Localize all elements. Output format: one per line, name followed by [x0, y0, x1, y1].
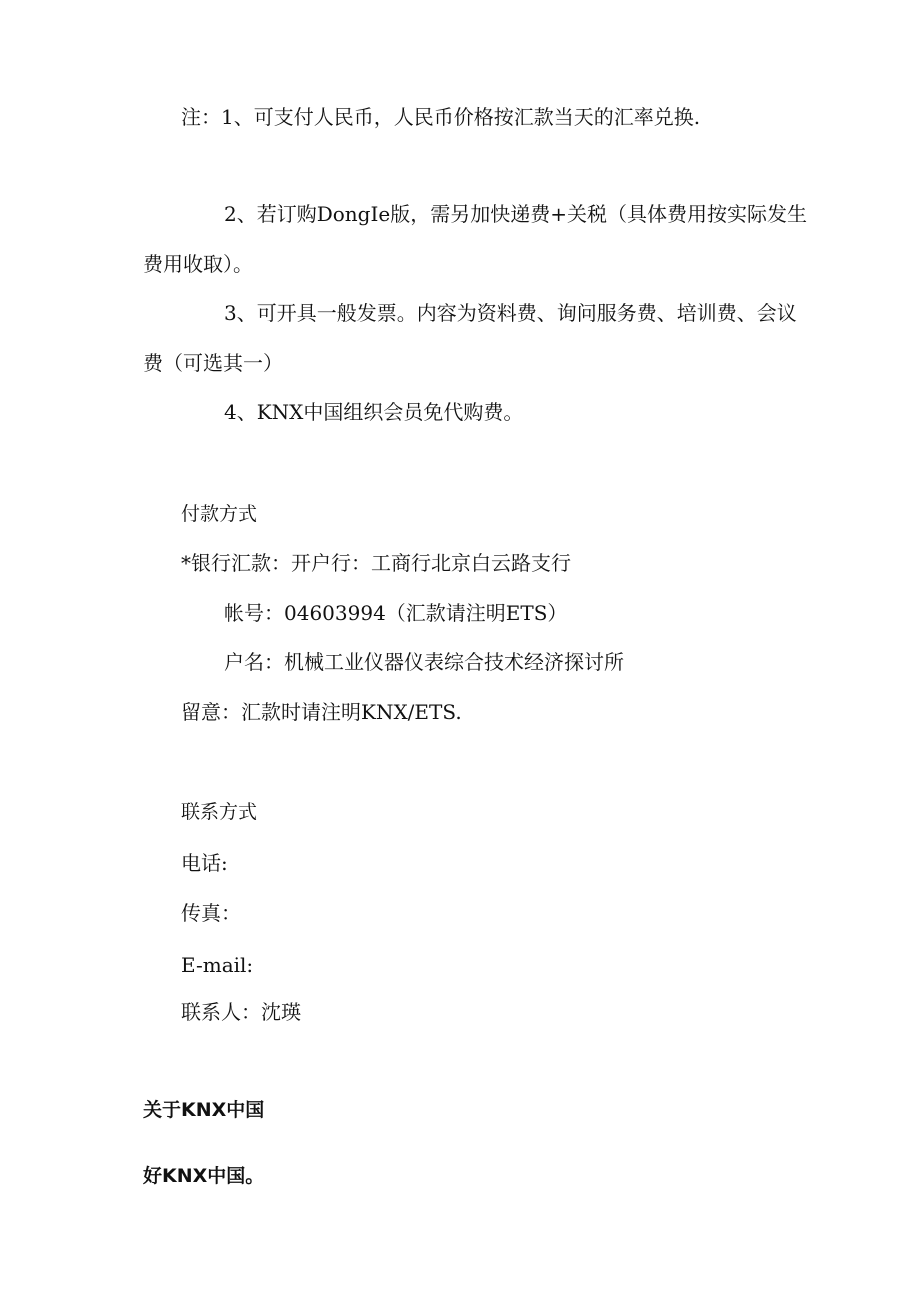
note-4: 4、KNX中国组织会员免代购费。	[224, 400, 524, 424]
about-heading: 关于KNX中国	[143, 1099, 265, 1121]
contact-email: E-mail:	[181, 953, 254, 977]
about-text: 好KNX中国。	[143, 1165, 265, 1187]
payment-bank: *银行汇款：开户行：工商行北京白云路支行	[181, 551, 571, 575]
payment-holder: 户名：机械工业仪器仪表综合技术经济探讨所	[224, 650, 624, 674]
note-2-line-2: 费用收取）。	[143, 252, 253, 276]
note-3-line-1: 3、可开具一般发票。内容为资料费、询问服务费、培训费、会议	[224, 301, 797, 325]
note-2-line-1: 2、若订购DongIe版，需另加快递费+关税（具体费用按实际发生	[224, 202, 807, 226]
payment-remark: 留意：汇款时请注明KNX/ETS.	[181, 700, 462, 724]
payment-account: 帐号：04603994（汇款请注明ETS）	[224, 601, 568, 625]
note-3-line-2: 费（可选其一）	[143, 351, 283, 375]
payment-heading: 付款方式	[181, 503, 258, 525]
contact-person: 联系人：沈瑛	[181, 1000, 301, 1024]
contact-fax: 传真：	[181, 901, 241, 925]
note-1: 注：1、可支付人民币，人民币价格按汇款当天的汇率兑换.	[181, 105, 701, 129]
contact-heading: 联系方式	[181, 801, 258, 823]
contact-phone: 电话:	[181, 851, 228, 875]
